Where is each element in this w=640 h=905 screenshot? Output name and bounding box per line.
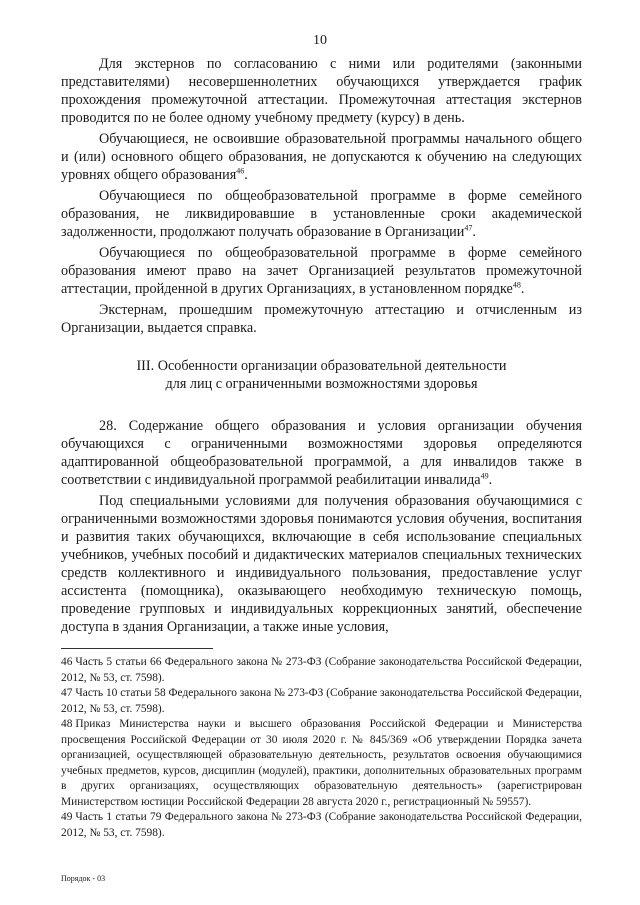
footnote-ref-49[interactable]: 49 [480, 471, 489, 481]
print-mark: Порядок - 03 [61, 874, 106, 883]
footnote-ref-46[interactable]: 46 [236, 166, 245, 176]
footnote-number: 49 [61, 811, 73, 823]
page-number: 10 [313, 33, 327, 48]
section-heading-line-2: для лиц с ограниченными возможностями здоровья [165, 376, 478, 392]
footnote-number: 46 [61, 656, 73, 668]
paragraph-28-adapted-program: 28. Содержание общего образования и условия организации обучения обучающихся с ограниченными возможностями здоровья определяются адаптированной общеобразовательной программой, а для инвалидов также в соответствии с индивидуальной программой реабилитации инвалида$^{49}$. [61, 418, 582, 488]
paragraph-certificate: Экстернам, прошедшим промежуточную аттестацию и отчисленным из Организации, выдается справка. [61, 302, 582, 336]
footnote-48: 48 Приказ Министерства науки и высшего образования Российской Федерации и Министерства просвещения Российской Федерации от 30 июля 2020 г. № 845/369 «Об утверждении Порядка зачета организацией, осуществляющей образовательную деятельность, результатов освоения обучающимися учебных предметов, курсов, дисциплин (модулей), практики, дополнительных образовательных программ в других организациях, осуществляющих образовательную деятельность» (зарегистрирован Министерством юстиции Российской Федерации 28 августа 2020 г., регистрационный № 59557). [61, 718, 582, 808]
footnote-ref-47[interactable]: 47 [464, 223, 473, 233]
footnote-number: 48 [61, 718, 73, 730]
section-heading-line-1: III. Особенности организации образовательной деятельности [136, 358, 507, 374]
footnote-46: 46 Часть 5 статьи 66 Федерального закона № 273-ФЗ (Собрание законодательства Российской Федерации, 2012, № 53, ст. 7598). [61, 656, 582, 684]
document-body [61, 55, 582, 636]
footnote-ref-48[interactable]: 48 [512, 280, 521, 290]
section-heading [61, 357, 582, 393]
paragraph-special-conditions: Под специальными условиями для получения образования обучающимися с ограниченными возможностями здоровья понимаются условия обучения, воспитания и развития таких обучающихся, включающие в себя использование специальных учебников, учебных пособий и дидактических материалов специальных технических средств коллективного и индивидуального пользования, предоставление услуг ассистента (помощника), оказывающего необходимую техническую помощь, проведение групповых и индивидуальных коррекционных занятий, обеспечение доступа в здания Организации, а также иные условия, [61, 493, 582, 635]
footnote-47: 47 Часть 10 статьи 58 Федерального закона № 273-ФЗ (Собрание законодательства Российской Федерации, 2012, № 53, ст. 7598). [61, 687, 582, 715]
footnotes [61, 655, 582, 841]
paragraph-credit-results: Обучающиеся по общеобразовательной программе в форме семейного образования имеют право на зачет Организацией результатов промежуточной аттестации, пройденной в других Организациях, в установленном порядке$^{48}$. [61, 245, 582, 297]
footnote-49: 49 Часть 1 статьи 79 Федерального закона № 273-ФЗ (Собрание законодательства Российской Федерации, 2012, № 53, ст. 7598). [61, 811, 582, 839]
paragraph-academic-debt: Обучающиеся по общеобразовательной программе в форме семейного образования, не ликвидировавшие в установленные сроки академической задолженности, продолжают получать образование в Организации$^{47}$. [61, 188, 582, 240]
paragraph-not-admitted: Обучающиеся, не освоившие образовательной программы начального общего и (или) основного общего образования, не допускаются к обучению на следующих уровнях общего образования$^{46}$. [61, 131, 582, 183]
footnote-number: 47 [61, 687, 73, 699]
footnote-divider [61, 648, 213, 649]
paragraph-external-students-schedule: Для экстернов по согласованию с ними или родителями (законными представителями) несовершеннолетних обучающихся утверждается график прохождения промежуточной аттестации. Промежуточная аттестация экстернов проводится по не более одному учебному предмету (курсу) в день. [61, 56, 582, 126]
